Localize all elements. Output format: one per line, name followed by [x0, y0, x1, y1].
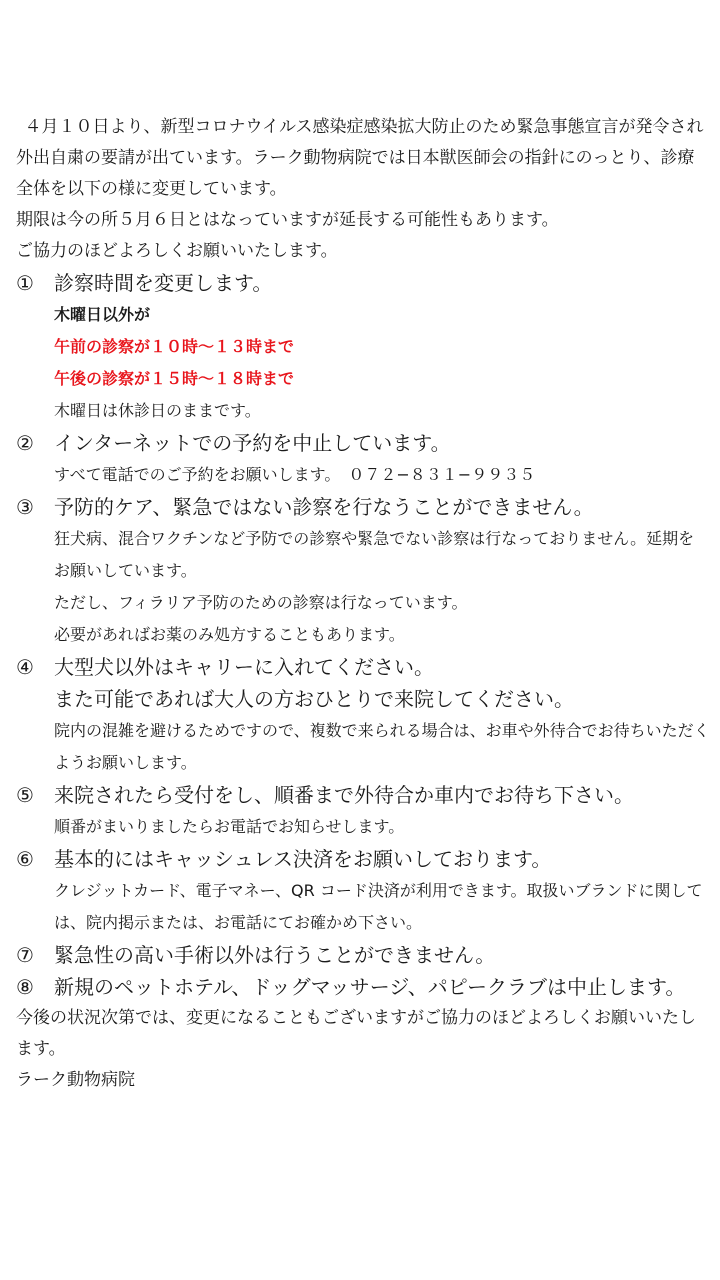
item-detail: クレジットカード、電子マネー、QR コード決済が利用できます。取扱いブランドに関しては、院内掲示または、お電話にてお確かめ下さい。: [54, 881, 703, 932]
item-heading: 大型犬以外はキャリーに入れてください。: [54, 655, 434, 679]
notice-item-6: [16, 843, 710, 939]
notice-item-8: [16, 971, 710, 1003]
notice-item-5: [16, 779, 710, 843]
item-heading-continued: また可能であれば大人の方おひとりで来院してください。: [54, 687, 574, 711]
closing-paragraph: 今後の状況次第では、変更になることもございますがご協力のほどよろしくお願いいたします。: [16, 1008, 696, 1059]
notice-item-2: [16, 427, 710, 491]
phone-reservation-note: すべて電話でのご予約をお願いします。 ０７２−８３１−９９３５: [54, 465, 536, 484]
intro-request: ご協力のほどよろしくお願いいたします。: [16, 241, 338, 261]
notice-item-7: [16, 939, 710, 971]
clinic-signature: ラーク動物病院: [16, 1070, 135, 1090]
item-heading: 予防的ケア、緊急ではない診察を行なうことができません。: [54, 495, 594, 519]
notice-item-1: [16, 267, 710, 427]
item-heading: 基本的にはキャッシュレス決済をお願いしております。: [54, 847, 552, 871]
notice-item-4: [16, 651, 710, 779]
item-number: ③: [16, 495, 34, 519]
item-heading: 来院されたら受付をし、順番まで外待合か車内でお待ち下さい。: [54, 783, 634, 807]
item-number: ⑦: [16, 943, 34, 967]
item-number: ④: [16, 655, 34, 679]
intro-paragraph: ４月１０日より、新型コロナウイルス感染症感染拡大防止のため緊急事態宣言が発令され外出自粛の要請が出ています。ラーク動物病院では日本獣医師会の指針にのっとり、診療全体を以下の様に変更しています。: [16, 117, 704, 199]
item-number: ⑥: [16, 847, 34, 871]
morning-hours: 午前の診察が１０時～１３時まで: [54, 337, 295, 356]
item-heading: 診察時間を変更します。: [54, 271, 273, 295]
item-number: ⑤: [16, 783, 34, 807]
item-detail: 木曜日は休診日のままです。: [54, 401, 261, 420]
item-detail: ただし、フィラリア予防のための診察は行なっています。: [54, 593, 468, 612]
intro-period-note: 期限は今の所５月６日とはなっていますが延長する可能性もあります。: [16, 210, 559, 230]
item-detail: 狂犬病、混合ワクチンなど予防での診察や緊急でない診察は行なっておりません。延期をお願いしています。: [54, 529, 695, 580]
item-number: ⑧: [16, 975, 34, 999]
item-number: ①: [16, 271, 34, 295]
item-heading: 新規のペットホテル、ドッグマッサージ、パピークラブは中止します。: [54, 975, 686, 999]
item-detail: 必要があればお薬のみ処方することもあります。: [54, 625, 405, 644]
item-number: ②: [16, 431, 34, 455]
item-heading: 緊急性の高い手術以外は行うことができません。: [54, 943, 496, 967]
item-detail: 院内の混雑を避けるためですので、複数で来られる場合は、お車や外待合でお待ちいただくようお願いします。: [54, 721, 710, 772]
afternoon-hours: 午後の診察が１５時～１８時まで: [54, 369, 295, 388]
hours-condition: 木曜日以外が: [54, 305, 151, 324]
item-detail: 順番がまいりましたらお電話でお知らせします。: [54, 817, 405, 836]
notice-item-3: [16, 491, 710, 651]
item-heading: インターネットでの予約を中止しています。: [54, 431, 451, 455]
notice-document: [16, 112, 710, 1096]
